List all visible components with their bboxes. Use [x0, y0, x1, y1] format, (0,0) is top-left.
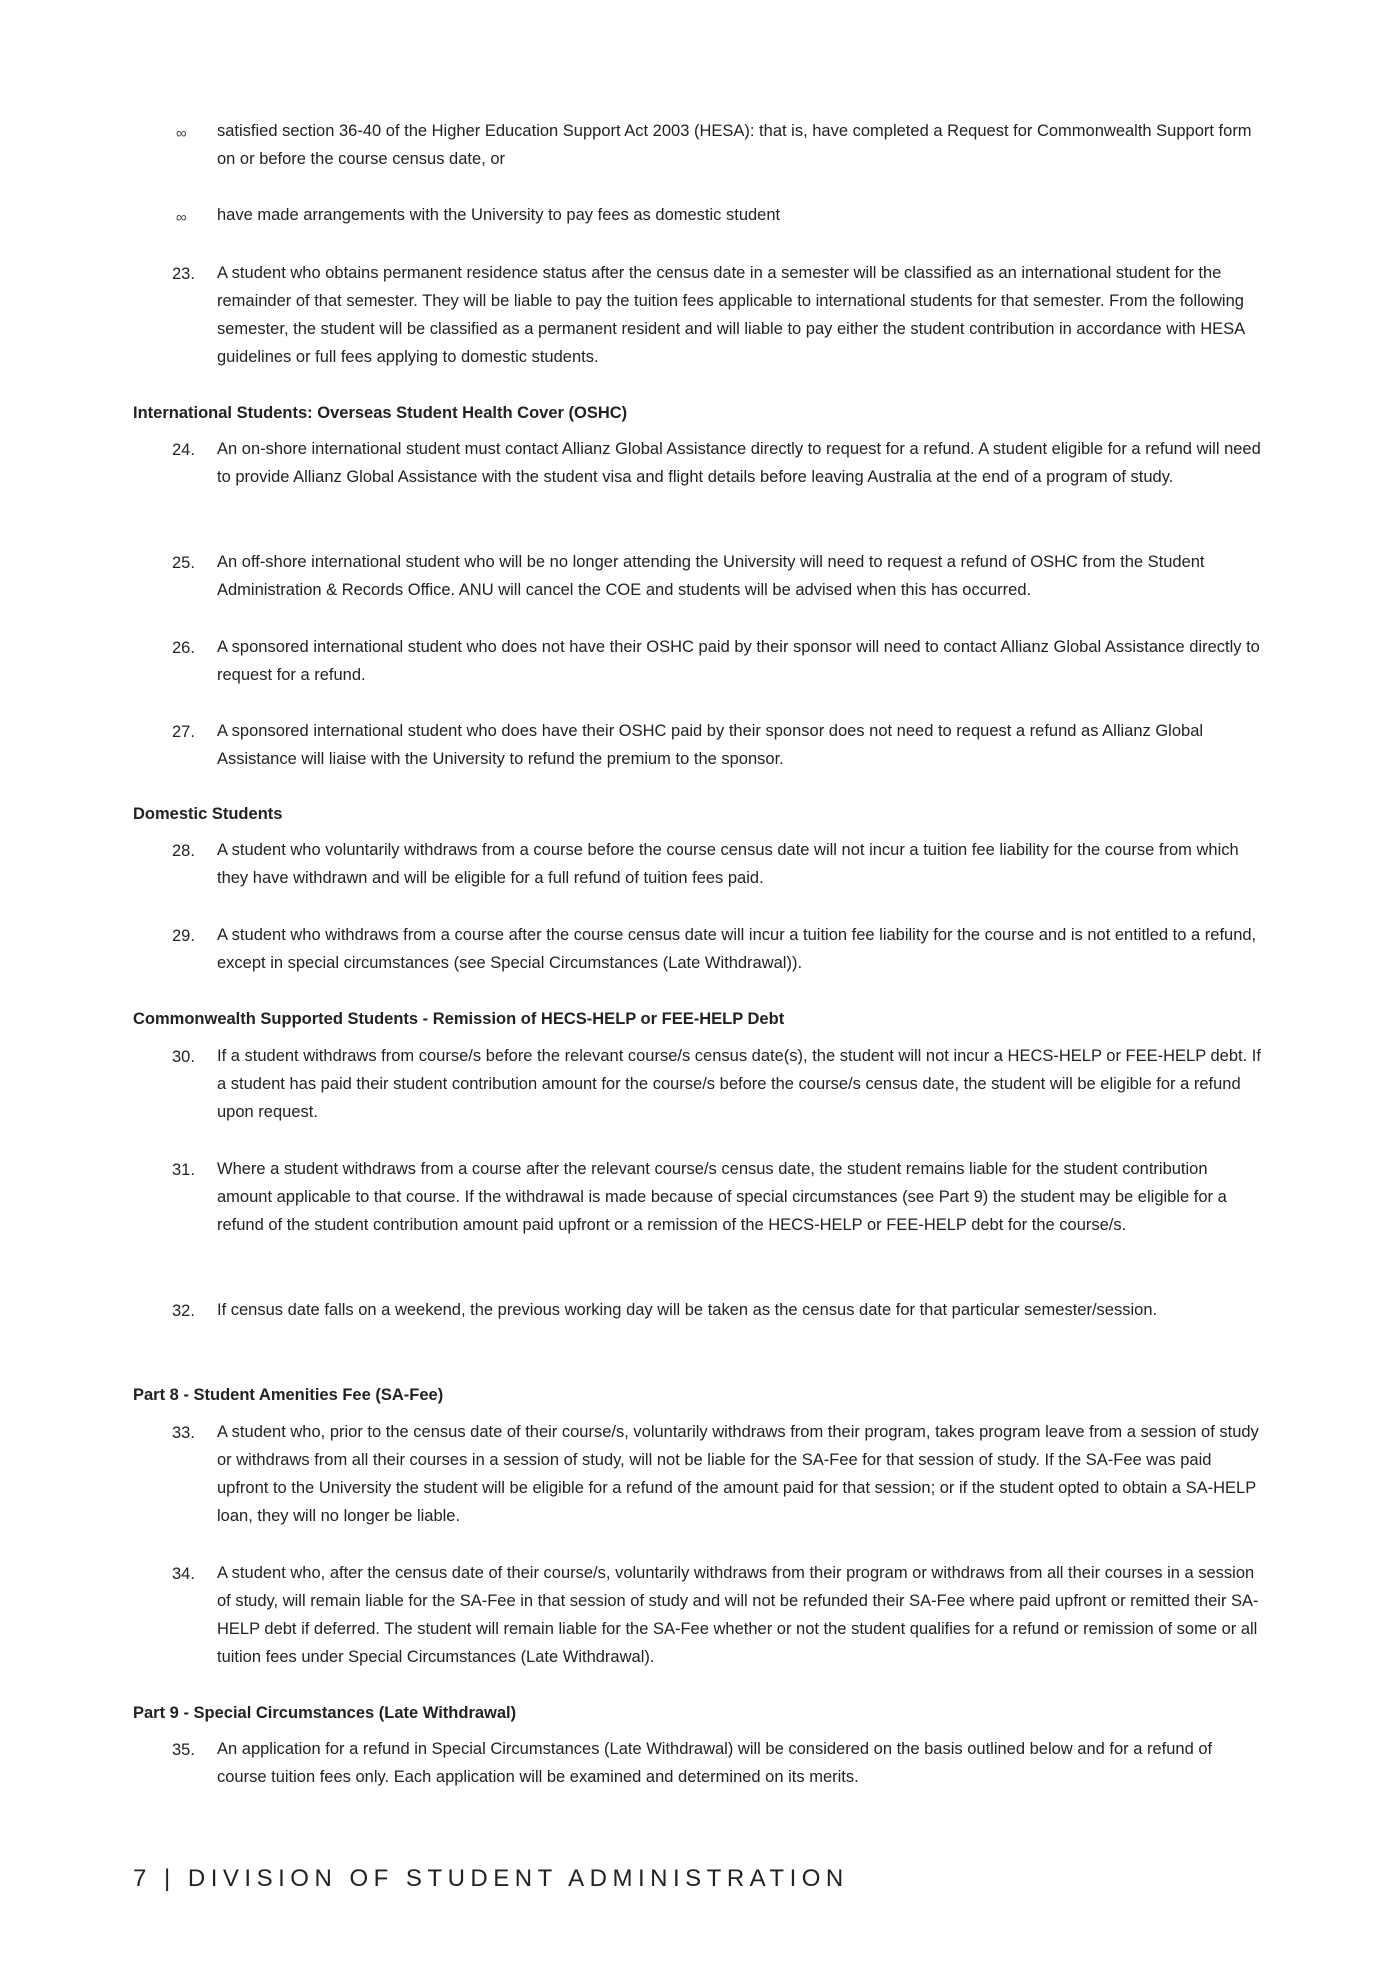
clause-number: 30.	[172, 1048, 195, 1066]
clause-paragraph: An application for a refund in Special Circumstances (Late Withdrawal) will be considered on the basis outlined below and for a refund of course tuition fees only. Each application will be examined and determined on its merits.	[217, 1740, 1213, 1786]
section-heading: Commonwealth Supported Students - Remission of HECS-HELP or FEE-HELP Debt	[133, 1010, 785, 1028]
clause-number: 33.	[172, 1424, 195, 1442]
clause-paragraph: A student who voluntarily withdraws from a course before the course census date will not incur a tuition fee liability for the course from which they have withdrawn and will be eligible for a full refund of tuition fees paid.	[217, 841, 1239, 887]
clause-number: 35.	[172, 1741, 195, 1759]
section-heading: Part 8 - Student Amenities Fee (SA-Fee)	[133, 1386, 444, 1404]
clause-number: 28.	[172, 842, 195, 860]
clause-number: 23.	[172, 265, 195, 283]
section-heading: Part 9 - Special Circumstances (Late Withdrawal)	[133, 1704, 517, 1722]
clause-paragraph: A sponsored international student who does have their OSHC paid by their sponsor does not need to request a refund as Allianz Global Assistance will liaise with the University to refund the premium to the sponsor.	[217, 722, 1204, 768]
clause-paragraph: If census date falls on a weekend, the previous working day will be taken as the census date for that particular semester/session.	[217, 1301, 1158, 1319]
clause-paragraph: A sponsored international student who does not have their OSHC paid by their sponsor will need to contact Allianz Global Assistance directly to request for a refund.	[217, 638, 1260, 684]
clause-paragraph: An on-shore international student must contact Allianz Global Assistance directly to request for a refund. A student eligible for a refund will need to provide Allianz Global Assistance with the student visa and flight details before leaving Australia at the end of a program of study.	[217, 440, 1261, 486]
clause-number: 32.	[172, 1302, 195, 1320]
clause-paragraph: A student who, prior to the census date of their course/s, voluntarily withdraws from their program, takes program leave from a session of study or withdraws from all their courses in a session of study, will not be liable for the SA-Fee for that session of study. If the SA-Fee was paid upfront to the University the student will be eligible for a refund of the amount paid for that session; or if the student opted to obtain a SA-HELP loan, they will no longer be liable.	[217, 1423, 1259, 1525]
bullet-paragraph: satisfied section 36-40 of the Higher Education Support Act 2003 (HESA): that is, have completed a Request for Commonwealth Support form on or before the course census date, or	[217, 122, 1252, 168]
clause-paragraph: Where a student withdraws from a course after the relevant course/s census date, the student remains liable for the student contribution amount applicable to that course. If the withdrawal is made because of special circumstances (see Part 9) the student may be eligible for a refund of the student contribution amount paid upfront or a remission of the HECS-HELP or FEE-HELP debt for the course/s.	[217, 1160, 1227, 1234]
clause-number: 29.	[172, 927, 195, 945]
clause-paragraph: A student who obtains permanent residence status after the census date in a semester will be classified as an international student for the remainder of that semester. They will be liable to pay the tuition fees applicable to international students for that semester. From the following semester, the student will be classified as a permanent resident and will liable to pay either the student contribution in accordance with HESA guidelines or full fees applying to domestic students.	[217, 264, 1245, 366]
clause-paragraph: If a student withdraws from course/s before the relevant course/s census date(s), the student will not incur a HECS-HELP or FEE-HELP debt. If a student has paid their student contribution amount for the course/s before the course/s census date, the student will be eligible for a refund upon request.	[217, 1047, 1261, 1121]
bullet-marker: ∞	[176, 125, 187, 142]
clause-number: 27.	[172, 723, 195, 741]
clause-paragraph: A student who, after the census date of their course/s, voluntarily withdraws from their program or withdraws from all their courses in a session of study, will remain liable for the SA-Fee in that session of study and will not be refunded their SA-Fee where paid upfront or remitted their SA-HELP debt if deferred. The student will remain liable for the SA-Fee whether or not the student qualifies for a refund or remission of some or all tuition fees under Special Circumstances (Late Withdrawal).	[217, 1564, 1259, 1666]
clause-number: 34.	[172, 1565, 195, 1583]
clause-number: 24.	[172, 441, 195, 459]
section-heading: Domestic Students	[133, 805, 283, 823]
clause-number: 25.	[172, 554, 195, 572]
clause-number: 31.	[172, 1161, 195, 1179]
section-heading: International Students: Overseas Student Health Cover (OSHC)	[133, 404, 628, 422]
bullet-paragraph: have made arrangements with the University to pay fees as domestic student	[217, 206, 781, 224]
clause-paragraph: An off-shore international student who will be no longer attending the University will need to request a refund of OSHC from the Student Administration & Records Office. ANU will cancel the COE and students will be advised when this has occurred.	[217, 553, 1205, 599]
bullet-marker: ∞	[176, 209, 187, 226]
page-footer: 7 | DIVISION OF STUDENT ADMINISTRATION	[133, 1865, 849, 1892]
clause-paragraph: A student who withdraws from a course after the course census date will incur a tuition fee liability for the course and is not entitled to a refund, except in special circumstances (see Special Circumstances (Late Withdrawal)).	[217, 926, 1257, 972]
clause-number: 26.	[172, 639, 195, 657]
